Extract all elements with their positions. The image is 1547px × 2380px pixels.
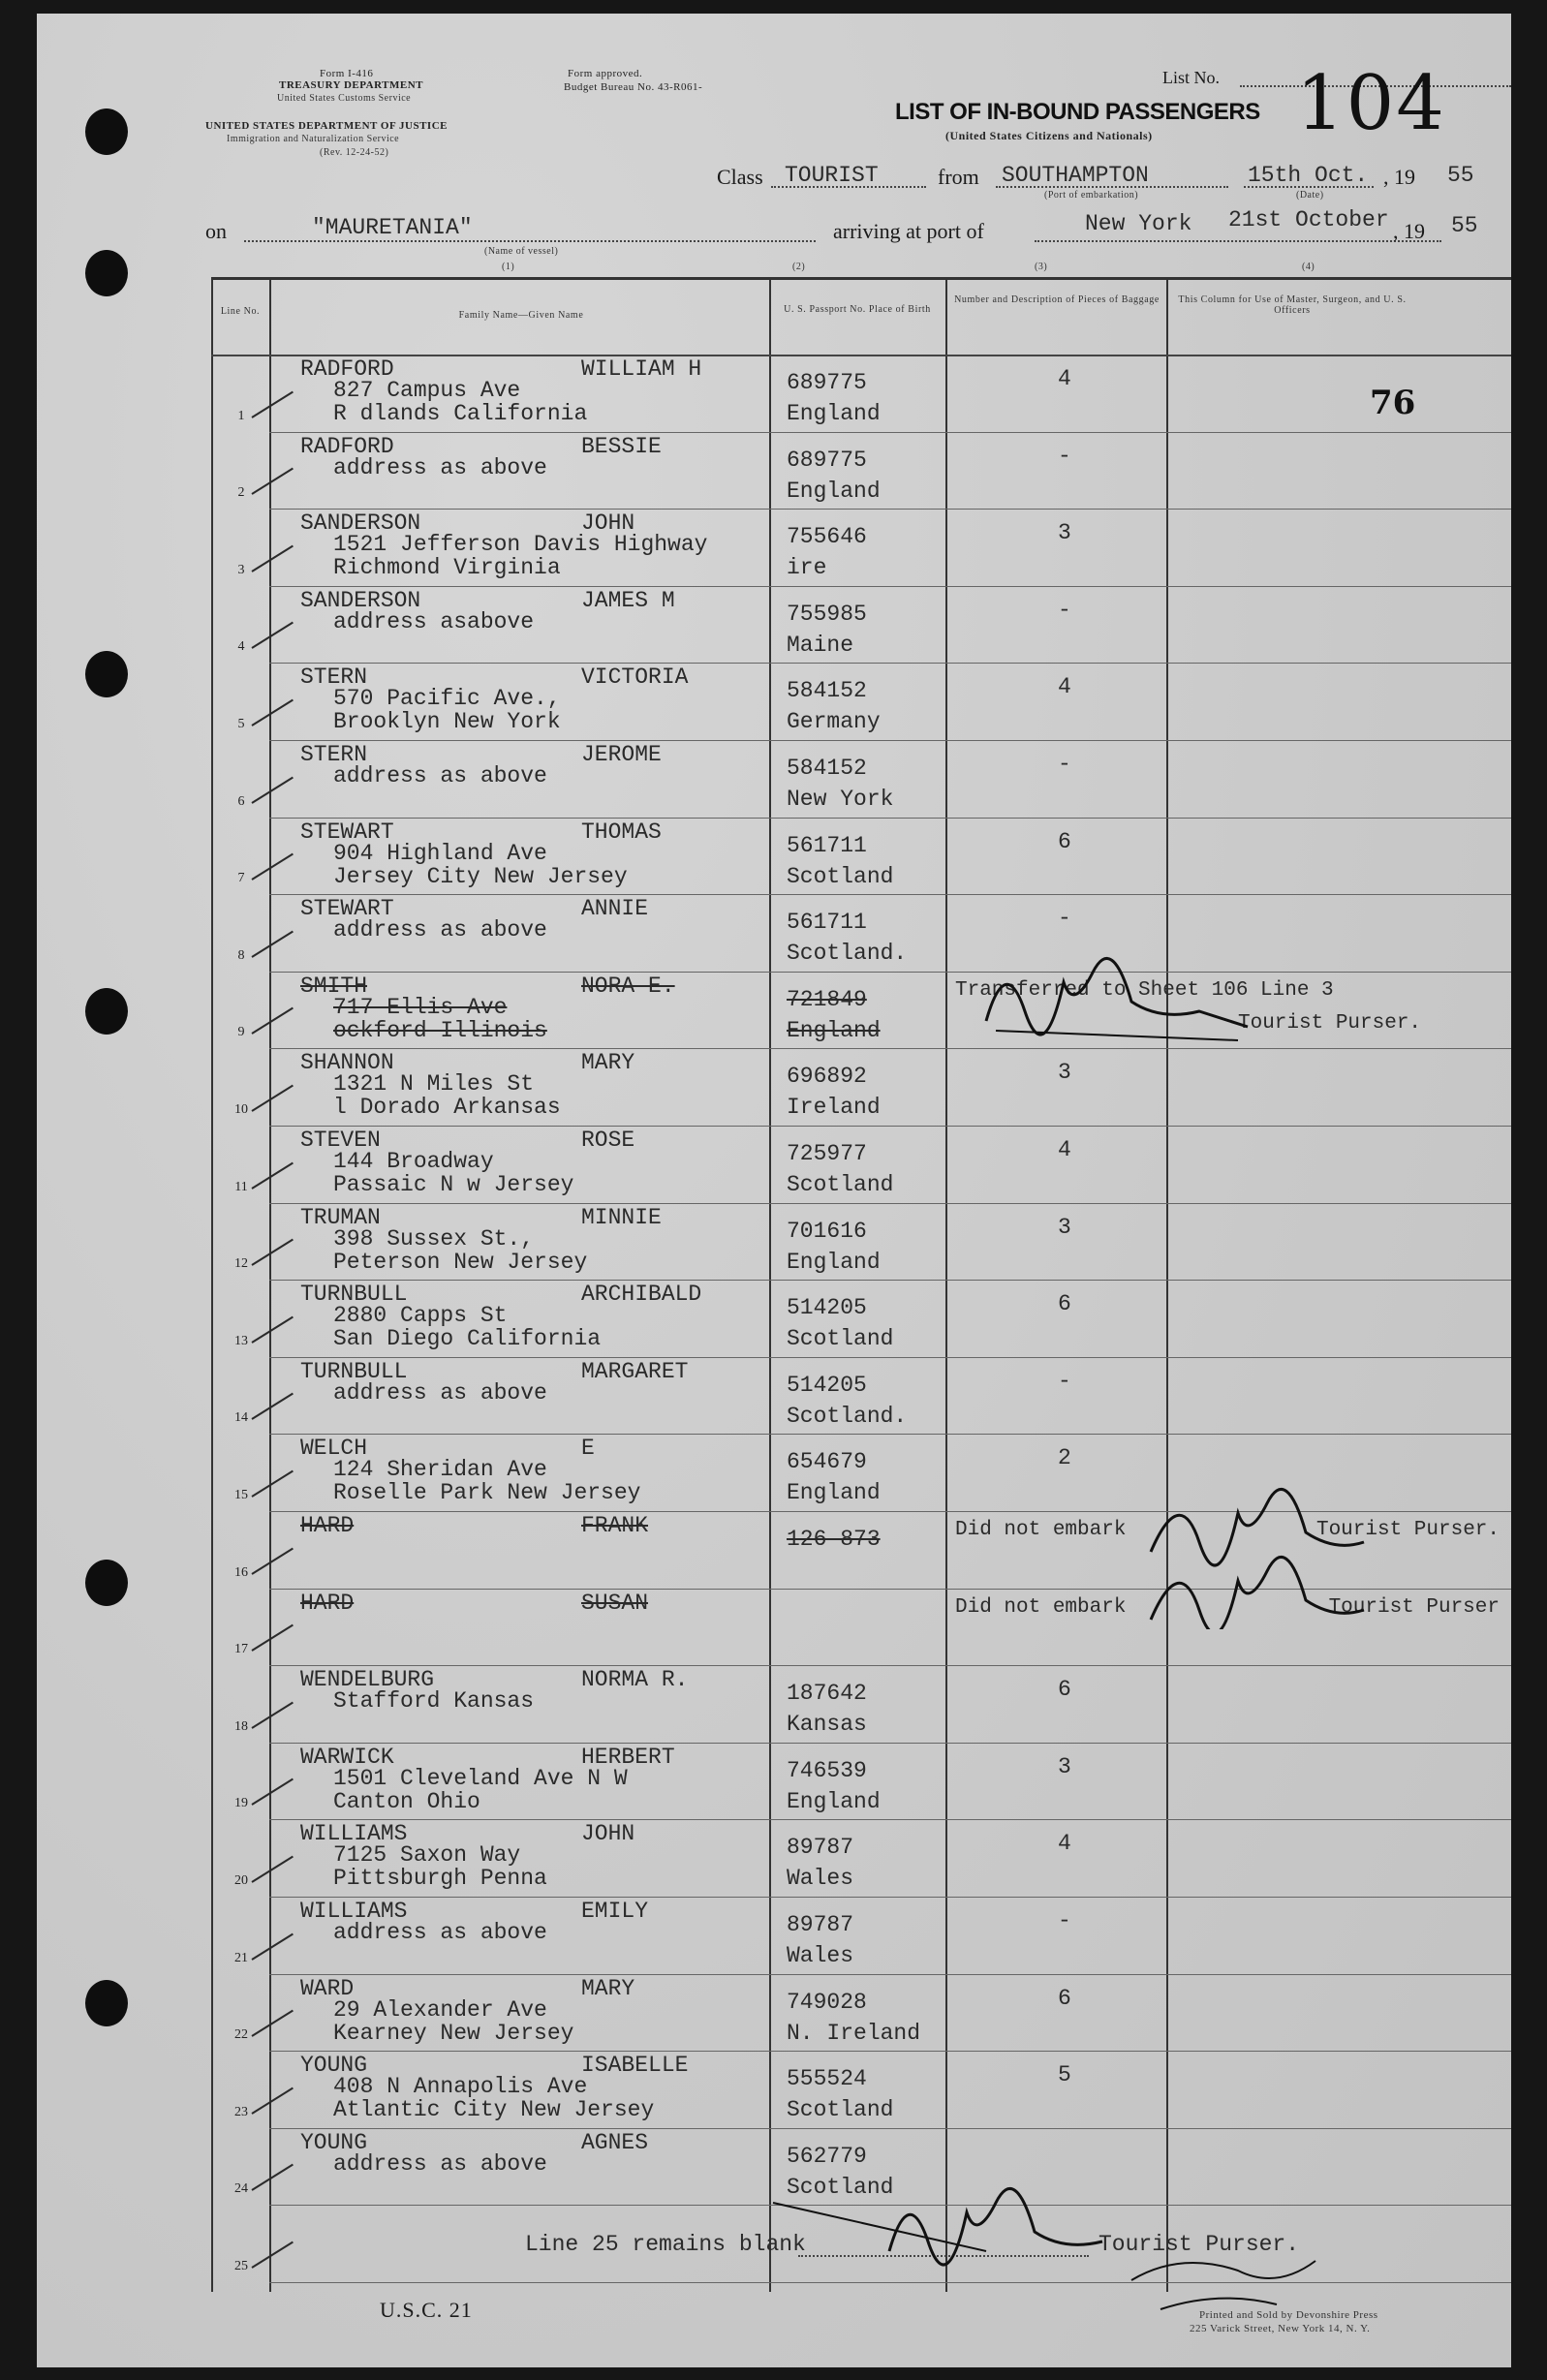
check-tick [251,1932,293,1960]
baggage-count: 6 [1058,828,1071,854]
given-name: NORA E. [581,973,675,999]
place-of-birth: Scotland [787,863,894,889]
officer-note: Tourist Purser. [1238,1011,1422,1035]
check-tick [251,1624,293,1652]
family-name: SANDERSON [300,510,421,537]
place-of-birth: England [787,478,881,504]
punch-hole [85,108,128,155]
check-tick [251,2010,293,2037]
revision-date: (Rev. 12-24-52) [320,147,389,158]
table-row [37,1282,1511,1359]
col-header-officers: This Column for Use of Master, Surgeon, and U. S. Officers [1178,294,1407,316]
place-of-birth: Scotland. [787,941,908,967]
address-line-1: address as above [333,763,547,788]
family-name: TURNBULL [300,1358,408,1384]
place-of-birth: Wales [787,1943,854,1968]
baggage-count: 3 [1058,1060,1071,1086]
check-tick [251,1547,293,1574]
signature-mark [967,943,1257,1050]
passport-number: 562779 [787,2143,867,2169]
line-number: 25 [234,2258,248,2273]
row-divider [269,740,1511,741]
baggage-count: 6 [1058,1985,1071,2011]
col-num-1: (1) [502,262,515,272]
address-line-1: address as above [333,917,547,943]
given-name: AGNES [581,2129,649,2155]
date-year-prefix: , 19 [1383,165,1415,189]
customs-service: United States Customs Service [277,93,412,104]
check-tick [251,1778,293,1806]
given-name: ROSE [581,1128,635,1153]
col-header-baggage: Number and Description of Pieces of Baggage [954,294,1160,305]
row-divider [269,2128,1511,2129]
family-name: WENDELBURG [300,1667,435,1693]
on-label: on [205,219,227,243]
baggage-count: 2 [1058,1445,1071,1471]
passport-number: 584152 [787,678,867,704]
given-name: VICTORIA [581,665,689,691]
justice-dept: UNITED STATES DEPARTMENT OF JUSTICE [205,120,448,132]
place-of-birth: England [787,1480,881,1506]
arrival-year-prefix: , 19 [1393,219,1425,243]
line-number: 24 [234,2181,248,2197]
place-of-birth: England [787,401,881,426]
table-row [37,1745,1511,1822]
line-number: 5 [237,716,245,731]
arriving-label: arriving at port of [833,219,984,243]
address-line-1: 124 Sheridan Ave [333,1457,547,1483]
place-of-birth: Scotland [787,2097,894,2123]
table-row [37,742,1511,819]
page-subtitle: (United States Citizens and Nationals) [945,129,1153,142]
check-tick [251,1085,293,1112]
vessel-name: "MAURETANIA" [312,215,473,240]
address-line-2: ockford Illinois [333,1017,547,1043]
check-tick [251,1007,293,1035]
officer-note: Tourist Purser. [1315,1519,1500,1541]
address-line-2: Peterson New Jersey [333,1249,588,1275]
passport-number: 721849 [787,986,867,1012]
row-divider [269,818,1511,819]
address-line-1: 827 Campus Ave [333,378,521,403]
baggage-note: Did not embark [955,1595,1127,1619]
check-tick [251,1315,293,1343]
row-divider [269,894,1511,895]
vessel-note: (Name of vessel) [484,246,559,257]
line-number: 3 [237,562,245,577]
table-row [37,896,1511,974]
baggage-count: - [1058,752,1071,777]
address-line-1: address as above [333,1920,547,1945]
table-row [37,588,1511,665]
line-number: 20 [234,1872,248,1888]
col-header-name: Family Name—Given Name [458,310,584,321]
family-name: STERN [300,665,368,691]
arrival-date: 21st October [1228,207,1389,232]
row-divider [269,1665,1511,1666]
family-name: YOUNG [300,2129,368,2155]
address-line-1: 144 Broadway [333,1149,494,1174]
address-line-2: Atlantic City New Jersey [333,2097,655,2123]
table-row [37,434,1511,511]
check-tick [251,544,293,572]
given-name: ANNIE [581,896,649,922]
given-name: FRANK [581,1513,649,1538]
address-line-1: 570 Pacific Ave., [333,686,561,712]
given-name: MARGARET [581,1358,689,1384]
family-name: STEWART [300,819,394,845]
address-line-2: San Diego California [333,1326,602,1352]
family-name: HARD [300,1513,355,1538]
address-line-1: Stafford Kansas [333,1688,535,1715]
passport-number: 746539 [787,1757,867,1783]
passport-number: 725977 [787,1141,867,1166]
place-of-birth: New York [787,787,894,812]
given-name: HERBERT [581,1744,675,1770]
place-of-birth: England [787,1017,881,1043]
check-tick [251,1161,293,1189]
check-tick [251,776,293,803]
address-line-2: Brooklyn New York [333,709,561,735]
address-line-1: 2880 Capps St [333,1303,508,1329]
family-name: WARD [300,1975,355,2001]
place-of-birth: England [787,1788,881,1814]
baggage-count: 4 [1058,366,1071,391]
manifest-page [37,14,1511,2367]
family-name: WELCH [300,1436,368,1462]
given-name: BESSIE [581,433,662,459]
check-tick [251,622,293,649]
family-name: SANDERSON [300,587,421,613]
address-line-1: 904 Highland Ave [333,840,547,866]
place-of-birth: Kansas [787,1712,867,1738]
address-line-2: Canton Ohio [333,1788,480,1814]
check-tick [251,853,293,881]
given-name: MARY [581,1050,635,1076]
table-row [37,1667,1511,1745]
given-name: EMILY [581,1899,649,1924]
baggage-count: - [1058,1908,1071,1933]
passport-number: 126 873 [787,1527,881,1552]
address-line-1: address asabove [333,608,535,634]
closing-text: Line 25 remains blank [525,2232,806,2257]
passport-number: 89787 [787,1835,854,1861]
table-row [37,1821,1511,1899]
date-year: 55 [1447,163,1474,188]
baggage-count: - [1058,906,1071,932]
place-of-birth: ire [787,555,827,581]
row-divider [269,1048,1511,1049]
list-no-value: 104 [1296,60,1446,147]
passport-number: 689775 [787,370,867,395]
baggage-count: 3 [1058,1214,1071,1240]
row-divider [269,1203,1511,1204]
row-divider [269,586,1511,587]
row-divider [269,663,1511,664]
family-name: TURNBULL [300,1282,408,1308]
address-line-2: R dlands California [333,401,588,426]
col-num-3: (3) [1035,262,1048,272]
passport-number: 755646 [787,524,867,550]
address-line-1: address as above [333,454,547,480]
line-number: 17 [234,1642,248,1657]
table-row [37,356,1511,434]
place-of-birth: England [787,1249,881,1275]
line-number: 14 [234,1410,248,1426]
passport-number: 749028 [787,1989,867,2015]
passport-number: 696892 [787,1064,867,1090]
line-number: 7 [237,871,245,886]
table-row [37,1128,1511,1205]
baggage-count: - [1058,443,1071,469]
address-line-1: 1501 Cleveland Ave N W [333,1765,628,1791]
line-number: 1 [237,408,245,423]
passport-number: 514205 [787,1295,867,1321]
line-number: 15 [234,1487,248,1502]
row-divider [269,1897,1511,1898]
baggage-count: 5 [1058,2062,1071,2088]
passport-number: 514205 [787,1372,867,1398]
address-line-1: 398 Sussex St., [333,1225,535,1252]
row-divider [269,1743,1511,1744]
family-name: RADFORD [300,356,394,382]
place-of-birth: Scotland [787,2174,894,2200]
date-note: (Date) [1296,190,1324,201]
budget-bureau: Budget Bureau No. 43-R061- [564,81,703,93]
given-name: E [581,1436,595,1462]
table-row [37,510,1511,588]
baggage-count: 6 [1058,1291,1071,1317]
given-name: ISABELLE [581,2053,689,2079]
given-name: NORMA R. [581,1667,689,1693]
printer-line-2: 225 Varick Street, New York 14, N. Y. [1190,2323,1371,2334]
baggage-count: - [1058,597,1071,623]
family-name: HARD [300,1590,355,1616]
family-name: STERN [300,742,368,767]
row-divider [269,1280,1511,1281]
baggage-count: 4 [1058,674,1071,700]
footer-code: U.S.C. 21 [380,2298,473,2322]
line-number: 23 [234,2104,248,2119]
table-row [37,974,1511,1051]
row-divider [269,1126,1511,1127]
family-name: WILLIAMS [300,1821,408,1847]
passport-number: 755985 [787,601,867,627]
passport-number: 701616 [787,1218,867,1244]
line-number: 11 [234,1179,248,1194]
col-header-passport: U. S. Passport No. Place of Birth [784,304,931,315]
check-tick [251,930,293,957]
family-name: TRUMAN [300,1204,381,1230]
address-line-2: Passaic N w Jersey [333,1172,574,1197]
row-divider [269,2051,1511,2052]
line-number: 18 [234,1718,248,1734]
check-tick [251,2164,293,2191]
passport-number: 561711 [787,832,867,858]
arrival-port: New York [1085,211,1192,236]
row-divider [269,1819,1511,1820]
table-row [37,1899,1511,1976]
page-title: LIST OF IN-BOUND PASSENGERS [895,99,1260,125]
printer-line-1: Printed and Sold by Devonshire Press [1199,2309,1378,2321]
row-divider [269,432,1511,433]
col-num-2: (2) [792,262,806,272]
address-line-2: Roselle Park New Jersey [333,1480,641,1506]
table-row [37,1050,1511,1128]
treasury-dept: TREASURY DEPARTMENT [279,79,423,91]
row-divider [269,509,1511,510]
given-name: JEROME [581,742,662,767]
baggage-count: 3 [1058,520,1071,546]
table-row [37,1359,1511,1437]
family-name: SHANNON [300,1050,394,1076]
address-line-1: address as above [333,1379,547,1406]
check-tick [251,1856,293,1883]
table-row [37,1205,1511,1283]
class-label: Class [717,165,763,189]
family-name: YOUNG [300,2053,368,2079]
place-of-birth: Maine [787,632,854,658]
closing-signoff: Tourist Purser. [1098,2232,1300,2257]
given-name: SUSAN [581,1590,649,1616]
family-name: WARWICK [300,1744,394,1770]
signature-mark [1141,1474,1374,1629]
family-name: WILLIAMS [300,1899,408,1924]
table-row [37,2053,1511,2130]
check-tick [251,699,293,726]
line-number: 2 [237,485,245,501]
passport-number: 555524 [787,2066,867,2092]
place-of-birth: Germany [787,709,881,735]
date-value: 15th Oct. [1248,163,1369,188]
check-tick [251,2086,293,2114]
given-name: JOHN [581,1821,635,1847]
passport-number: 89787 [787,1912,854,1937]
given-name: THOMAS [581,819,662,845]
address-line-2: Richmond Virginia [333,555,561,581]
table-row [37,665,1511,742]
arrival-year: 55 [1451,213,1478,238]
address-line-2: l Dorado Arkansas [333,1095,561,1121]
place-of-birth: Scotland [787,1172,894,1197]
place-of-birth: Scotland [787,1326,894,1352]
check-tick [251,2241,293,2269]
check-tick [251,1470,293,1498]
row-divider [269,972,1511,973]
form-approved: Form approved. [568,68,643,79]
port-note: (Port of embarkation) [1044,190,1139,201]
line-number: 10 [234,1101,248,1117]
row-divider [269,1357,1511,1358]
check-tick [251,390,293,417]
baggage-count: 3 [1058,1753,1071,1779]
baggage-count: 4 [1058,1831,1071,1857]
class-value: TOURIST [785,163,879,188]
given-name: JOHN [581,510,635,537]
place-of-birth: Scotland. [787,1403,908,1429]
row-divider [269,1434,1511,1435]
given-name: MINNIE [581,1204,662,1230]
form-number: Form I-416 [320,68,374,79]
family-name: STEVEN [300,1128,381,1153]
baggage-count: 4 [1058,1137,1071,1162]
table-row [37,819,1511,897]
baggage-count: - [1058,1368,1071,1394]
given-name: ARCHIBALD [581,1282,702,1308]
address-line-1: 7125 Saxon Way [333,1842,521,1869]
baggage-note: Did not embark [955,1519,1127,1541]
passport-number: 689775 [787,447,867,473]
address-line-1: 1321 N Miles St [333,1071,535,1097]
line-number: 21 [234,1950,248,1965]
passport-number: 654679 [787,1449,867,1475]
officer-note: Tourist Purser [1328,1595,1500,1619]
address-line-2: Kearney New Jersey [333,2020,574,2046]
from-label: from [938,165,979,189]
baggage-count: 6 [1058,1677,1071,1703]
line-number: 19 [234,1796,248,1811]
ins-service: Immigration and Naturalization Service [227,134,400,144]
line-number: 9 [237,1025,245,1040]
punch-hole [85,250,128,296]
family-name: RADFORD [300,433,394,459]
address-line-1: address as above [333,2150,547,2177]
list-no-label: List No. [1162,68,1221,87]
address-line-2: Pittsburgh Penna [333,1866,547,1892]
table-row [37,1976,1511,2054]
address-line-1: 1521 Jefferson Davis Highway [333,532,708,558]
col-num-4: (4) [1302,262,1315,272]
officer-mark: 76 [1370,384,1416,422]
given-name: JAMES M [581,587,675,613]
line-number: 13 [234,1333,248,1348]
check-tick [251,1393,293,1420]
address-line-1: 717 Ellis Ave [333,994,508,1020]
line-number: 12 [234,1256,248,1272]
passport-number: 561711 [787,910,867,936]
place-of-birth: Wales [787,1866,854,1892]
address-line-2: Jersey City New Jersey [333,863,628,889]
passport-number: 584152 [787,756,867,781]
line-number: 22 [234,2027,248,2043]
address-line-1: 408 N Annapolis Ave [333,2074,588,2100]
place-of-birth: N. Ireland [787,2020,921,2046]
col-header-line: Line No. [220,306,261,317]
check-tick [251,1701,293,1728]
check-tick [251,1239,293,1266]
given-name: MARY [581,1975,635,2001]
from-value: SOUTHAMPTON [1002,163,1149,188]
line-number: 6 [237,793,245,809]
place-of-birth: Ireland [787,1095,881,1121]
row-divider [269,1974,1511,1975]
line-number: 8 [237,947,245,963]
line-number: 16 [234,1564,248,1580]
check-tick [251,468,293,495]
passport-number: 187642 [787,1681,867,1707]
address-line-1: 29 Alexander Ave [333,1996,547,2023]
baggage-note: Transferred to Sheet 106 Line 3 [955,978,1334,1002]
line-number: 4 [237,639,245,655]
family-name: SMITH [300,973,368,999]
family-name: STEWART [300,896,394,922]
given-name: WILLIAM H [581,356,702,382]
